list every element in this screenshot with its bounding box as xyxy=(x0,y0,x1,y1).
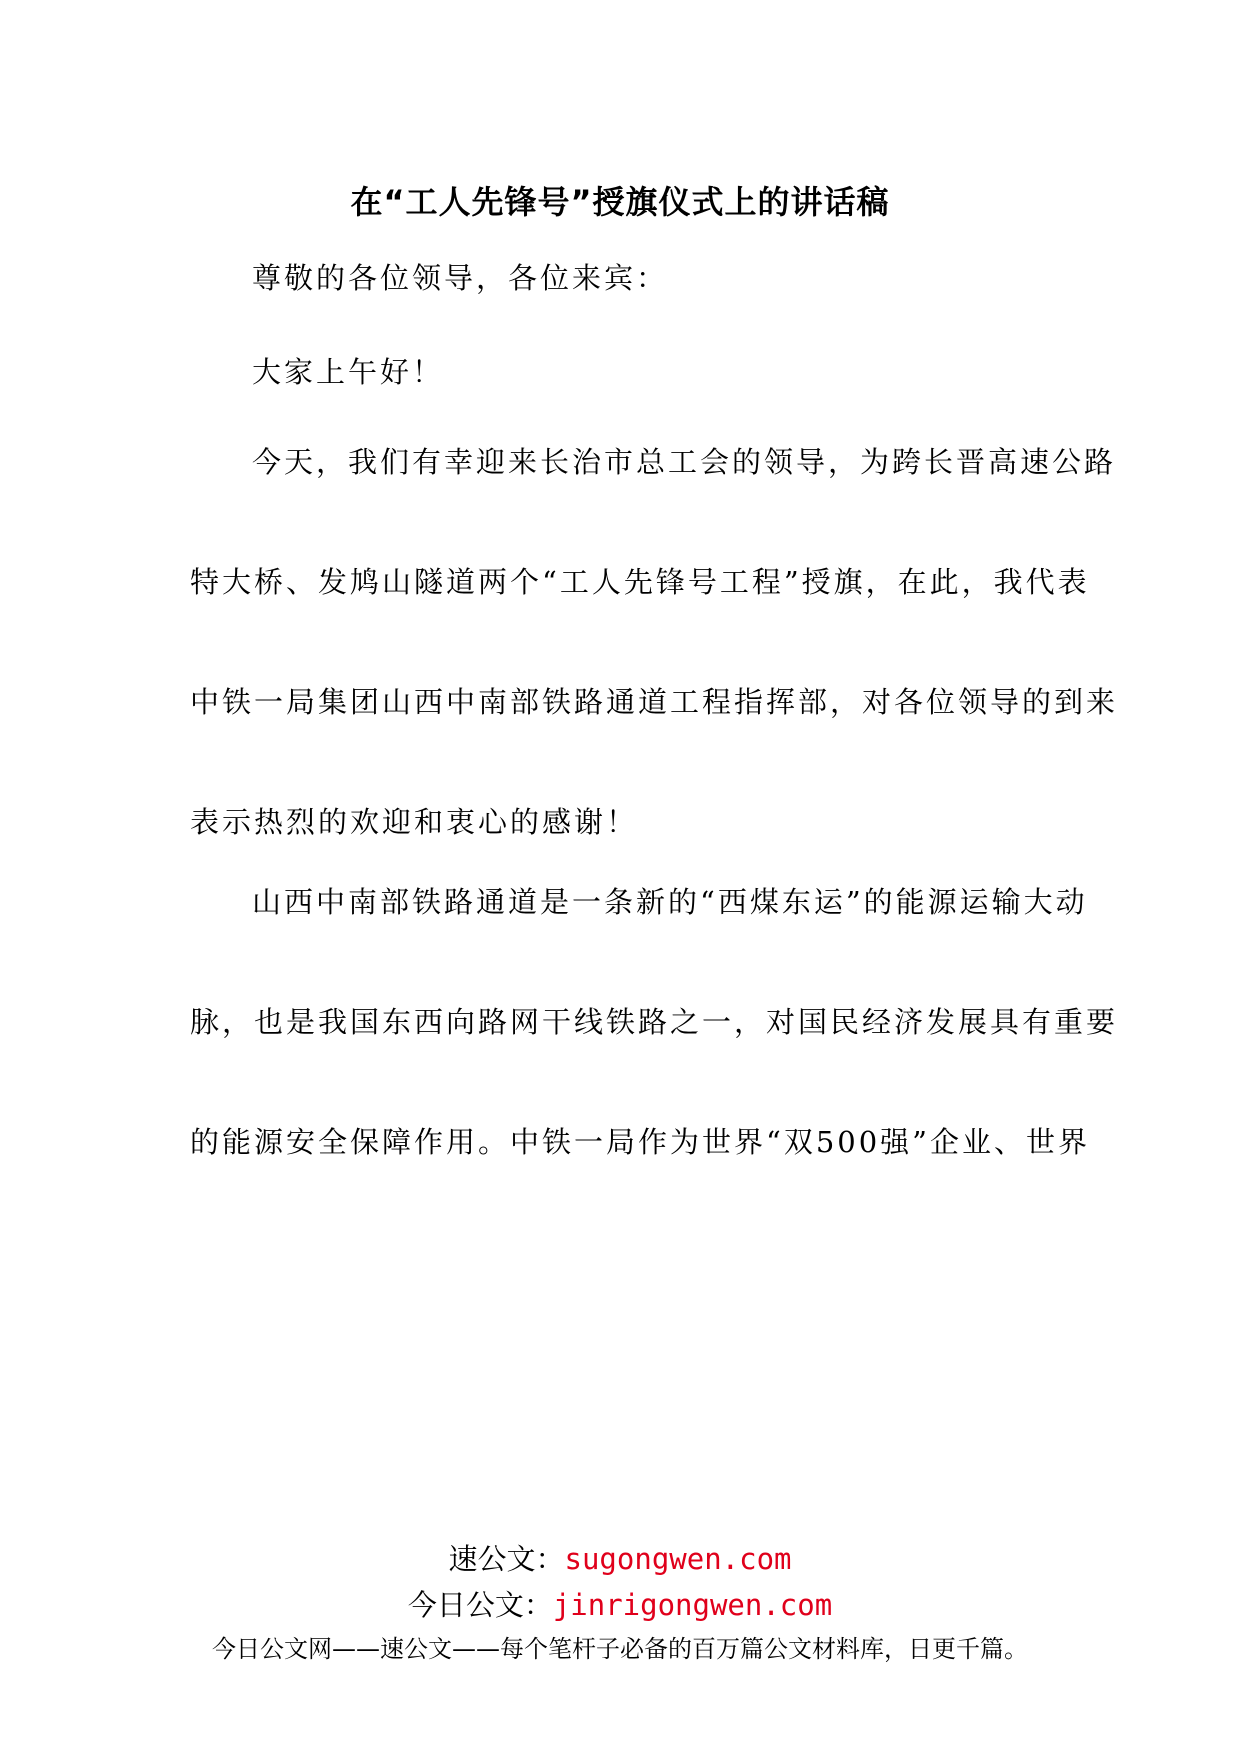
salutation-line: 尊敬的各位领导，各位来宾： xyxy=(252,261,669,295)
footer-tagline: 今日公文网——速公文——每个笔杆子必备的百万篇公文材料库，日更千篇。 xyxy=(212,1635,1028,1663)
document-title: 在“工人先锋号”授旗仪式上的讲话稿 xyxy=(350,183,890,221)
body-line: 山西中南部铁路通道是一条新的“西煤东运”的能源运输大动 xyxy=(252,885,1088,919)
footer-sugongwen xyxy=(0,1540,1240,1578)
body-line: 表示热烈的欢迎和衷心的感谢！ xyxy=(190,805,639,839)
body-line: 中铁一局集团山西中南部铁路通道工程指挥部，对各位领导的到来 xyxy=(190,685,1119,719)
footer-label-sugongwen: 速公文： xyxy=(448,1542,565,1576)
footer-jinrigongwen xyxy=(0,1586,1240,1624)
body-line: 今天，我们有幸迎来长治市总工会的领导，为跨长晋高速公路 xyxy=(252,445,1117,479)
greeting-line: 大家上午好！ xyxy=(252,355,445,389)
footer-link-sugongwen[interactable]: sugongwen.com xyxy=(564,1542,792,1576)
body-line: 脉，也是我国东西向路网干线铁路之一，对国民经济发展具有重要 xyxy=(190,1005,1119,1039)
footer-label-jinrigongwen: 今日公文： xyxy=(407,1588,553,1622)
body-line: 特大桥、发鸠山隧道两个“工人先锋号工程”授旗，在此，我代表 xyxy=(190,565,1090,599)
body-line: 的能源安全保障作用。中铁一局作为世界“双500强”企业、世界 xyxy=(190,1125,1091,1159)
footer-link-jinrigongwen[interactable]: jinrigongwen.com xyxy=(552,1588,833,1622)
